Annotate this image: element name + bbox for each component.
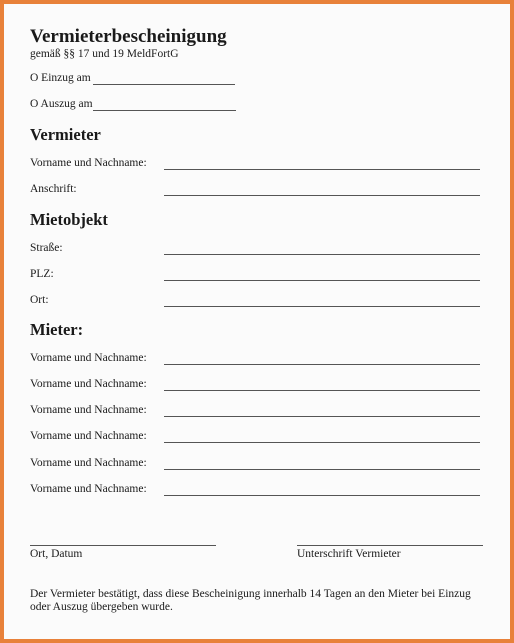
mieter-name-line[interactable]: [164, 364, 480, 365]
einzug-date-line[interactable]: [93, 84, 235, 85]
ort-label: Ort:: [30, 294, 49, 306]
vermieter-signature-label: Unterschrift Vermieter: [297, 548, 401, 560]
document-title: Vermieterbescheinigung: [30, 26, 227, 47]
ort-datum-label: Ort, Datum: [30, 548, 83, 560]
mieter-name-label: Vorname und Nachname:: [30, 352, 147, 364]
auszug-label: O Auszug am: [30, 98, 93, 110]
confirmation-note: Der Vermieter bestätigt, dass diese Bescheinigung innerhalb 14 Tagen an den Mieter bei Einzug oder Auszug übergeben wurde.: [30, 588, 471, 613]
mieter-name-label: Vorname und Nachname:: [30, 430, 147, 442]
einzug-label: O Einzug am: [30, 72, 91, 84]
vermieter-name-line[interactable]: [164, 169, 480, 170]
vermieter-address-line[interactable]: [164, 195, 480, 196]
document-page: [4, 4, 510, 639]
mieter-name-label: Vorname und Nachname:: [30, 378, 147, 390]
mieter-name-label: Vorname und Nachname:: [30, 483, 147, 495]
strasse-line[interactable]: [164, 254, 480, 255]
mieter-name-line[interactable]: [164, 390, 480, 391]
strasse-label: Straße:: [30, 242, 63, 254]
vermieter-name-label: Vorname und Nachname:: [30, 157, 147, 169]
vermieter-heading: Vermieter: [30, 125, 101, 144]
ort-datum-signature-line[interactable]: [30, 545, 216, 546]
mieter-name-label: Vorname und Nachname:: [30, 404, 147, 416]
ort-line[interactable]: [164, 306, 480, 307]
plz-line[interactable]: [164, 280, 480, 281]
mieter-heading: Mieter:: [30, 320, 84, 339]
mieter-name-line[interactable]: [164, 416, 480, 417]
plz-label: PLZ:: [30, 268, 54, 280]
mieter-name-label: Vorname und Nachname:: [30, 457, 147, 469]
mieter-name-line[interactable]: [164, 495, 480, 496]
mieter-name-line[interactable]: [164, 442, 480, 443]
vermieter-address-label: Anschrift:: [30, 183, 77, 195]
document-subtitle: gemäß §§ 17 und 19 MeldFortG: [30, 48, 179, 60]
auszug-date-line[interactable]: [93, 110, 236, 111]
mietobjekt-heading: Mietobjekt: [30, 210, 108, 229]
vermieter-signature-line[interactable]: [297, 545, 483, 546]
mieter-name-line[interactable]: [164, 469, 480, 470]
